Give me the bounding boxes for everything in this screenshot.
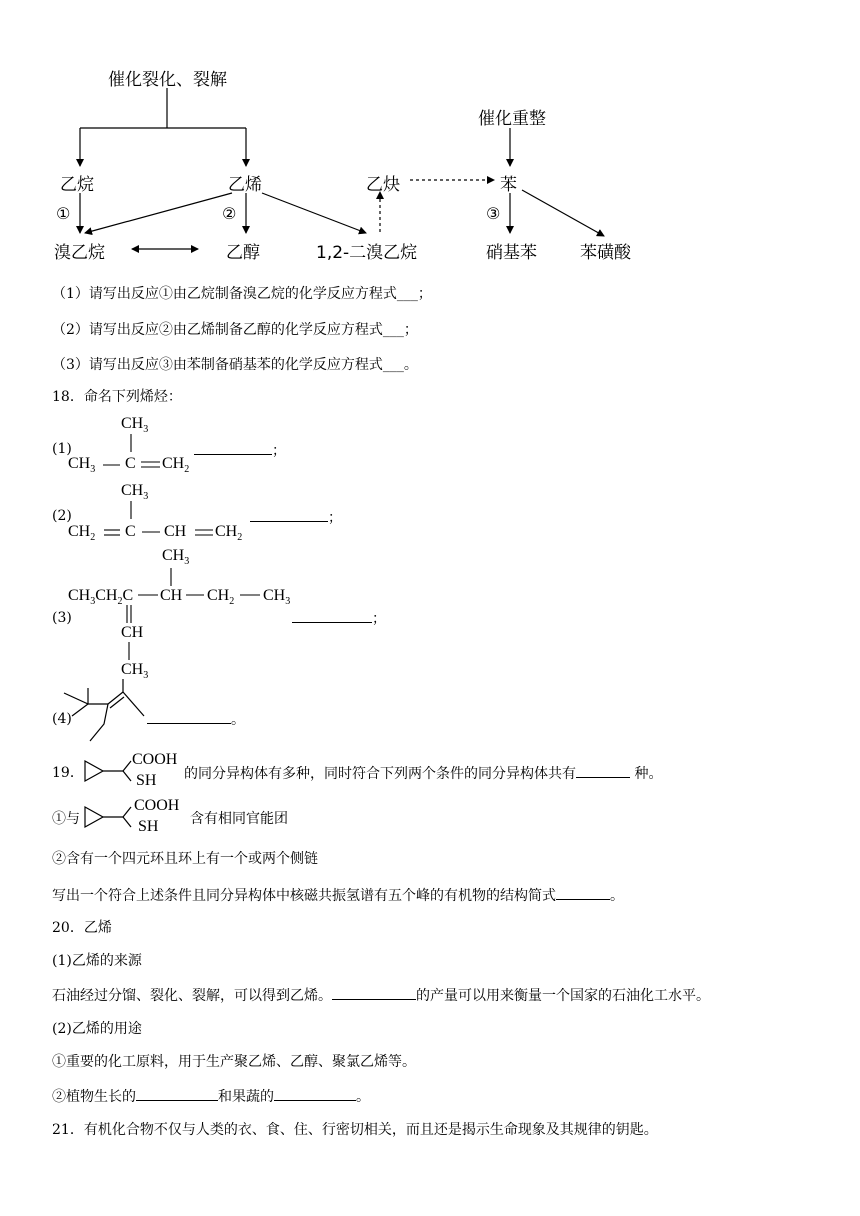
q17-line-2: （2）请写出反应②由乙烯制备乙醇的化学反应方程式___； <box>52 322 418 338</box>
q19-number: 19． <box>52 765 84 781</box>
q20-ripening-blank[interactable] <box>274 1087 356 1101</box>
marker-1: ① <box>56 204 71 223</box>
q18-answer-blank-4[interactable]: 。 <box>147 710 245 729</box>
q17-line-1: （1）请写出反应①由乙烷制备溴乙烷的化学反应方程式___； <box>52 286 432 302</box>
q19-cooh-label: COOH <box>132 751 178 768</box>
q18-3-ch3-right: $CH_3$ <box>263 587 291 608</box>
q20-use-2: ②植物生长的 和果蔬的 。 <box>52 1089 370 1105</box>
q19-question: 的同分异构体有多种，同时符合下列两个条件的同分异构体共有 种。 <box>184 766 663 782</box>
q19-sh-label: SH <box>136 772 157 789</box>
q18-1-ch2: $CH_2$ <box>162 455 190 476</box>
node-ethanol: 乙醇 <box>226 243 260 263</box>
marker-3: ③ <box>486 204 501 223</box>
q18-3-ch3-bottom: $CH_3$ <box>121 661 149 682</box>
q19-cond-cooh-label: COOH <box>134 797 180 814</box>
q20-source-blank[interactable] <box>332 986 416 1000</box>
q19-answer-blank[interactable] <box>576 764 630 778</box>
q18-2-ch2-left: $CH_2$ <box>68 523 96 544</box>
q18-item-4-number: (4) <box>52 711 72 727</box>
q18-item-3-number: (3) <box>52 610 72 626</box>
q18-1-ch3-left: $CH_3$ <box>68 455 96 476</box>
q18-1-c: C <box>125 455 136 472</box>
q21-text: 21．有机化合物不仅与人类的衣、食、住、行密切相关，而且还是揭示生命现象及其规律的钥匙。 <box>52 1122 658 1138</box>
q18-answer-blank-3[interactable]: ； <box>292 609 386 628</box>
q20-source-text: 石油经过分馏、裂化、裂解，可以得到乙烯。 的产量可以用来衡量一个国家的石油化工水平。 <box>52 988 710 1004</box>
q18-3-ch3ch2c: $CH_3CH_2C$ <box>68 587 134 608</box>
q19-condition-2: ②含有一个四元环且环上有一个或两个侧链 <box>52 851 318 867</box>
node-ethylene: 乙烯 <box>228 175 262 195</box>
label-catalytic-reforming: 催化重整 <box>478 109 546 129</box>
q19-structure-blank[interactable] <box>556 886 610 900</box>
q18-item-2-number: (2) <box>52 508 72 524</box>
node-benzene: 苯 <box>500 175 517 195</box>
node-dibromoethane: 1,2-二溴乙烷 <box>316 243 418 263</box>
node-ethane: 乙烷 <box>60 175 94 195</box>
q19-write-structure: 写出一个符合上述条件且同分异构体中核磁共振氢谱有五个峰的有机物的结构简式 。 <box>52 888 624 904</box>
q19-condition-1-text: 含有相同官能团 <box>190 811 288 827</box>
q19-condition-1-lead: ①与 <box>52 811 80 827</box>
marker-2: ② <box>222 204 237 223</box>
q18-heading: 18．命名下列烯烃： <box>52 389 182 405</box>
q20-use-1: ①重要的化工原料，用于生产聚乙烯、乙醇、聚氯乙烯等。 <box>52 1054 416 1070</box>
node-nitrobenzene: 硝基苯 <box>486 243 537 263</box>
q20-section-1: (1)乙烯的来源 <box>52 953 142 969</box>
q18-answer-blank-2[interactable]: ； <box>250 508 342 527</box>
q18-2-c: C <box>125 523 136 540</box>
q17-line-3: （3）请写出反应③由苯制备硝基苯的化学反应方程式___。 <box>52 357 418 373</box>
node-bromoethane: 溴乙烷 <box>54 243 105 263</box>
q18-2-ch3-top: $CH_3$ <box>121 482 149 503</box>
q18-item-1-number: (1) <box>52 441 72 457</box>
label-catalytic-cracking: 催化裂化、裂解 <box>108 70 227 90</box>
q18-3-ch-down: CH <box>121 624 144 641</box>
q18-3-ch3-top: $CH_3$ <box>162 547 190 568</box>
q20-section-2: (2)乙烯的用途 <box>52 1021 142 1037</box>
q18-2-ch2-right: $CH_2$ <box>215 523 243 544</box>
q18-1-ch3-top: $CH_3$ <box>121 415 149 436</box>
q18-3-ch-mid: CH <box>160 587 183 604</box>
q18-answer-blank-1[interactable]: ； <box>194 441 286 460</box>
q20-heading: 20．乙烯 <box>52 920 112 936</box>
q18-3-ch2: $CH_2$ <box>207 587 235 608</box>
node-acetylene: 乙炔 <box>366 175 400 195</box>
q20-regulator-blank[interactable] <box>136 1087 218 1101</box>
q18-2-ch: CH <box>164 523 187 540</box>
q19-cond-sh-label: SH <box>138 818 159 835</box>
node-benzenesulfonic-acid: 苯磺酸 <box>580 243 631 263</box>
